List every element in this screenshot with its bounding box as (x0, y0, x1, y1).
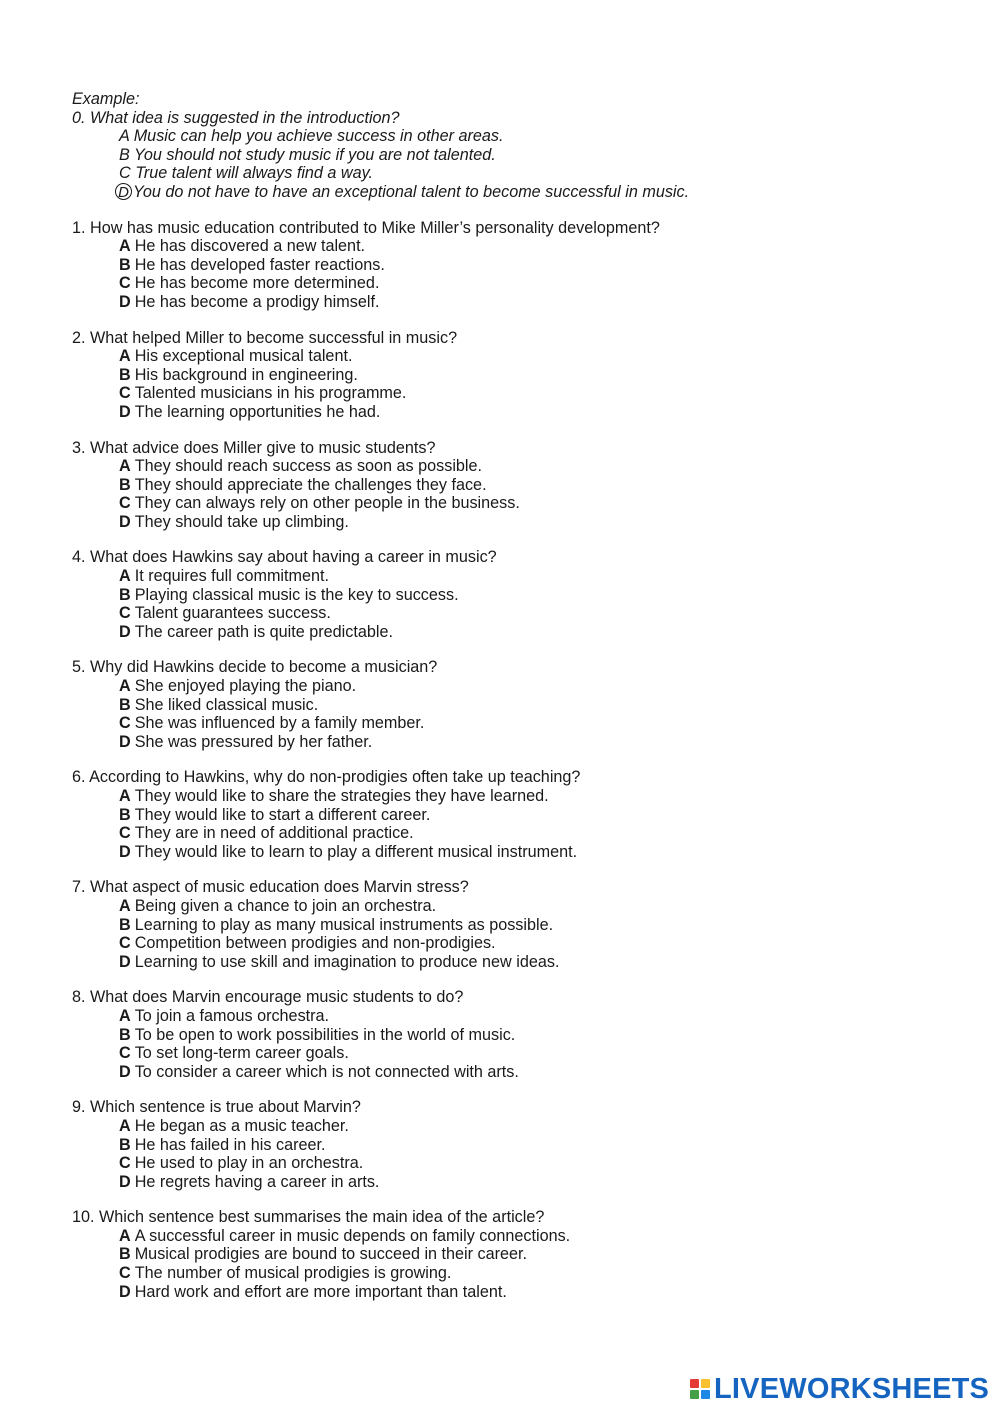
option-letter: C (119, 1154, 131, 1173)
answer-option-d (72, 403, 972, 422)
option-letter: A (119, 896, 131, 915)
answer-option-a (72, 897, 972, 916)
option-text: It requires full commitment. (134, 567, 330, 586)
question-block (72, 219, 972, 312)
answer-option-d (72, 1063, 972, 1082)
answer-option-c (72, 494, 972, 513)
option-letter: B (119, 255, 131, 274)
option-letter: D (119, 622, 131, 641)
question-text: 5. Why did Hawkins decide to become a musician? (72, 658, 438, 677)
option-text: Talented musicians in his programme. (134, 384, 407, 403)
option-text: Playing classical music is the key to success. (134, 585, 459, 604)
answer-option-b (72, 806, 972, 825)
answer-option-d (72, 293, 972, 312)
option-letter: C (119, 164, 131, 183)
option-letter: C (119, 604, 131, 623)
option-letter: A (119, 787, 131, 805)
answer-option-b (72, 696, 972, 715)
option-text: Talent guarantees success. (134, 604, 331, 623)
answer-option-b (72, 256, 972, 275)
question-block (72, 1098, 972, 1191)
logo-square-green (690, 1390, 699, 1399)
answer-option-a (72, 1117, 972, 1136)
question-block (72, 548, 972, 641)
option-text: They are in need of additional practice. (134, 824, 414, 843)
answer-option-b (72, 916, 972, 935)
example-option-a (72, 127, 972, 146)
answer-option-a (72, 347, 972, 366)
option-text: The career path is quite predictable. (134, 622, 393, 641)
option-text: Competition between prodigies and non-prodigies. (134, 934, 496, 953)
option-letter: B (119, 1245, 131, 1264)
option-letter: C (119, 714, 131, 733)
answer-option-c (72, 824, 972, 843)
option-letter: D (119, 292, 131, 311)
answer-option-d (72, 953, 972, 972)
answer-option-d (72, 843, 972, 862)
question-block (72, 658, 972, 751)
answer-option-c (72, 384, 972, 403)
option-text: Hard work and effort are more important than talent. (134, 1282, 507, 1301)
option-letter: A (119, 1226, 131, 1245)
question-text: 2. What helped Miller to become successful in music? (72, 328, 458, 347)
liveworksheets-logo-icon (690, 1379, 710, 1399)
question-text: 1. How has music education contributed to Mike Miller’s personality development? (72, 218, 660, 237)
option-text: His background in engineering. (134, 365, 358, 384)
option-text: You should not study music if you are not talented. (134, 145, 496, 164)
option-text: She enjoyed playing the piano. (134, 677, 357, 696)
option-text: True talent will always find a way. (135, 164, 374, 183)
example-option-d-selected (72, 183, 972, 202)
selected-answer-circle: D (115, 183, 132, 200)
option-letter: D (119, 952, 131, 971)
option-text: They would like to start a different career. (134, 805, 431, 824)
option-text: He regrets having a career in arts. (134, 1172, 380, 1191)
answer-option-c (72, 714, 972, 733)
option-letter: D (119, 1062, 131, 1081)
question-block (72, 329, 972, 422)
answer-option-a (72, 1227, 972, 1246)
question-block (72, 878, 972, 971)
option-text: They can always rely on other people in the business. (134, 494, 520, 513)
option-letter: A (119, 1006, 131, 1025)
option-letter: B (119, 475, 131, 494)
option-text: Music can help you achieve success in other areas. (133, 127, 504, 146)
option-text: To join a famous orchestra. (134, 1006, 330, 1025)
logo-square-yellow (701, 1379, 710, 1388)
answer-option-d (72, 513, 972, 532)
option-letter: C (119, 494, 131, 513)
question-text: 7. What aspect of music education does Marvin stress? (72, 878, 469, 897)
option-text: He has failed in his career. (134, 1135, 326, 1154)
option-text: To be open to work possibilities in the world of music. (134, 1025, 516, 1044)
option-text: She was pressured by her father. (134, 732, 373, 751)
answer-option-c (72, 1044, 972, 1063)
option-letter: C (119, 274, 131, 293)
example-option-b (72, 146, 972, 165)
question-text: 6. According to Hawkins, why do non-prodigies often take up teaching? (72, 768, 581, 787)
answer-option-c (72, 274, 972, 293)
option-text: To set long-term career goals. (134, 1044, 349, 1063)
question-block (72, 768, 972, 861)
option-letter: D (119, 732, 131, 751)
option-text: He began as a music teacher. (134, 1116, 349, 1135)
option-text: They would like to learn to play a different musical instrument. (134, 842, 578, 861)
option-text: Learning to play as many musical instruments as possible. (134, 915, 554, 934)
option-text: He has developed faster reactions. (134, 255, 385, 274)
liveworksheets-logo-text: LIVEWORKSHEETS (714, 1373, 990, 1405)
option-text: They should reach success as soon as possible. (134, 457, 483, 476)
option-text: His exceptional musical talent. (134, 347, 353, 366)
liveworksheets-footer (690, 1372, 989, 1406)
example-option-c (72, 164, 972, 183)
option-text: A successful career in music depends on family connections. (134, 1226, 571, 1245)
option-letter: B (119, 805, 131, 824)
option-letter: C (119, 824, 131, 843)
question-text: 9. Which sentence is true about Marvin? (72, 1098, 361, 1117)
worksheet-page (72, 90, 972, 1318)
example-block (72, 90, 972, 202)
option-letter: A (119, 1116, 131, 1135)
option-letter: D (119, 402, 131, 421)
answer-option-c (72, 604, 972, 623)
option-text: They should take up climbing. (134, 512, 349, 531)
option-letter: A (119, 457, 131, 476)
option-text: To consider a career which is not connected with arts. (134, 1062, 519, 1081)
option-text: The number of musical prodigies is growing. (134, 1264, 452, 1283)
answer-option-d (72, 623, 972, 642)
option-letter: C (119, 934, 131, 953)
answer-option-a (72, 677, 972, 696)
option-letter: D (119, 842, 131, 861)
option-letter: A (119, 237, 131, 256)
option-text: They would like to share the strategies they have learned. (134, 787, 549, 805)
option-letter: B (119, 365, 131, 384)
question-text: 3. What advice does Miller give to music students? (72, 438, 436, 457)
answer-option-c (72, 1264, 972, 1283)
answer-option-a (72, 457, 972, 476)
option-letter: D (119, 1172, 131, 1191)
option-text: Being given a chance to join an orchestra. (134, 896, 437, 915)
option-text: They should appreciate the challenges they face. (134, 475, 487, 494)
option-text: Learning to use skill and imagination to produce new ideas. (134, 952, 560, 971)
answer-option-a (72, 567, 972, 586)
option-letter: B (119, 695, 131, 714)
logo-square-blue (701, 1390, 710, 1399)
answer-option-d (72, 1283, 972, 1302)
answer-option-d (72, 1173, 972, 1192)
answer-option-c (72, 1154, 972, 1173)
answer-option-a (72, 787, 972, 806)
answer-option-b (72, 1136, 972, 1155)
option-text: He has discovered a new talent. (134, 237, 366, 256)
answer-option-d (72, 733, 972, 752)
question-text: 4. What does Hawkins say about having a career in music? (72, 548, 497, 567)
logo-square-red (690, 1379, 699, 1388)
option-letter: B (119, 1135, 131, 1154)
question-block (72, 988, 972, 1081)
option-text: She was influenced by a family member. (134, 714, 425, 733)
option-letter: C (119, 1044, 131, 1063)
answer-option-b (72, 1245, 972, 1264)
answer-option-a (72, 1007, 972, 1026)
answer-option-a (72, 237, 972, 256)
option-text: She liked classical music. (134, 695, 319, 714)
example-question: 0. What idea is suggested in the introduction? (72, 108, 400, 127)
question-block (72, 1208, 972, 1301)
option-text: He used to play in an orchestra. (134, 1154, 364, 1173)
question-list (72, 219, 972, 1302)
option-letter: A (119, 567, 131, 586)
option-text: Musical prodigies are bound to succeed in their career. (134, 1245, 528, 1264)
option-letter: B (119, 145, 130, 164)
option-letter: B (119, 915, 131, 934)
option-letter: D (119, 1282, 131, 1301)
answer-option-b (72, 366, 972, 385)
example-label: Example: (72, 90, 140, 108)
question-block (72, 439, 972, 532)
option-text: The learning opportunities he had. (134, 402, 381, 421)
option-text: You do not have to have an exceptional talent to become successful in music. (133, 182, 690, 201)
option-letter: A (119, 677, 131, 696)
option-text: He has become a prodigy himself. (134, 292, 380, 311)
question-text: 10. Which sentence best summarises the main idea of the article? (72, 1208, 545, 1227)
answer-option-c (72, 934, 972, 953)
option-letter: D (119, 512, 131, 531)
answer-option-b (72, 1026, 972, 1045)
answer-option-b (72, 476, 972, 495)
option-letter: B (119, 585, 131, 604)
option-letter: C (119, 1264, 131, 1283)
question-text: 8. What does Marvin encourage music students to do? (72, 988, 464, 1007)
option-text: He has become more determined. (134, 274, 380, 293)
option-letter: B (119, 1025, 131, 1044)
option-letter: C (119, 384, 131, 403)
option-letter: A (119, 347, 131, 366)
option-letter: A (119, 127, 130, 146)
answer-option-b (72, 586, 972, 605)
